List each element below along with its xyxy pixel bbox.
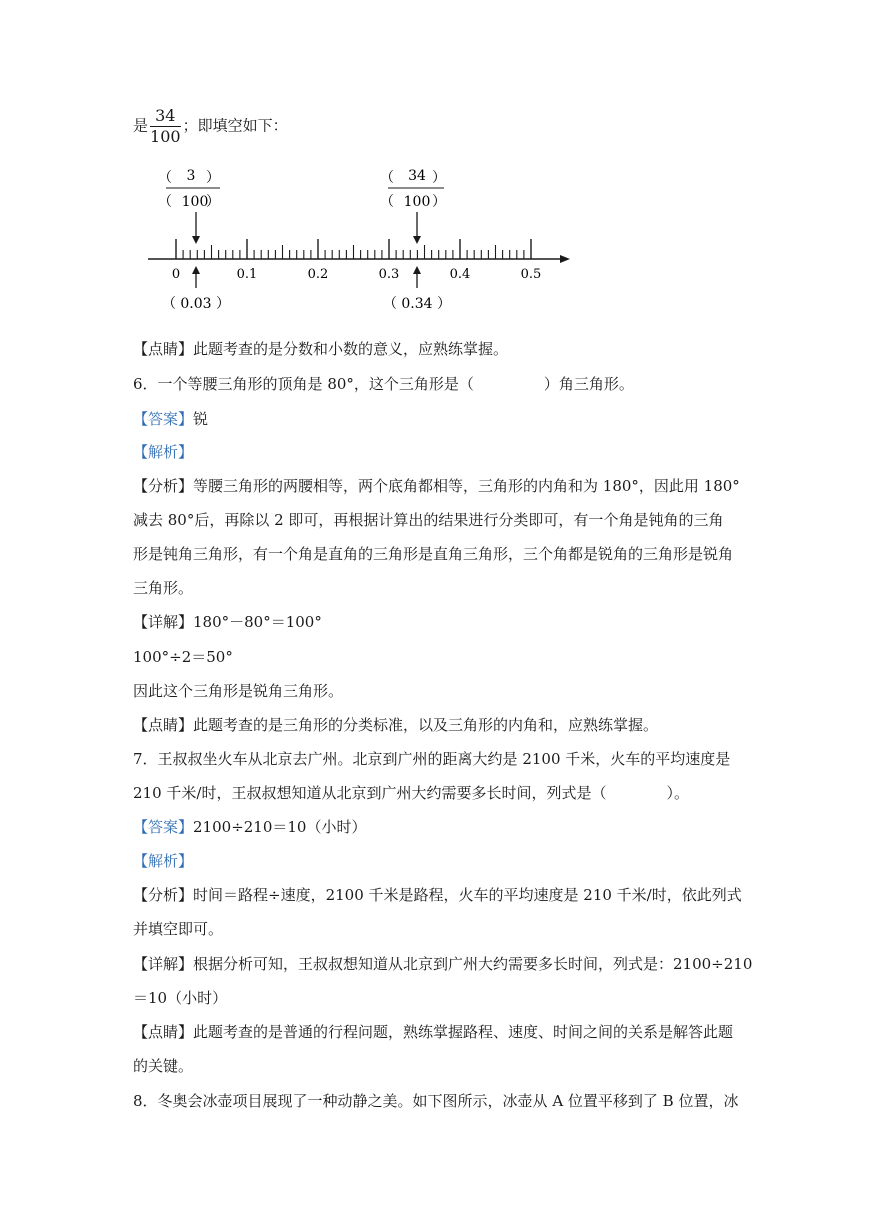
top-answer-2-open: （ [380, 170, 394, 186]
fraction-34-100 [150, 106, 181, 147]
tick-label: 0.3 [378, 267, 400, 282]
tick-label: 0.4 [449, 267, 471, 282]
fenxi-7-line-1: 【分析】时间＝路程÷速度，2100 千米是路程，火车的平均速度是 210 千米/时，依此列式 [133, 886, 742, 904]
top-answer-2-den-close: ） [432, 194, 446, 210]
number-line-figure [140, 160, 580, 320]
top-answer-1-close: ） [206, 170, 220, 186]
question-7-text-a: 210 千米/时，王叔叔想知道从北京到广州大约需要多长时间，列式是（ [133, 784, 607, 802]
jiexi-6-label: 【解析】 [133, 443, 194, 461]
fenxi-6-line-4: 三角形。 [133, 579, 194, 597]
top-answer-1-den: 100 [181, 194, 209, 210]
up-arrow-icon-1 [192, 266, 200, 288]
answer-7 [133, 816, 366, 838]
axis-arrow-icon [560, 255, 570, 263]
bottom-answer-2: （ 0.34 ） [382, 296, 452, 312]
top-answer-2-den-open: （ [380, 194, 394, 210]
question-7-line-2 [133, 782, 689, 804]
fenxi-7-line-2: 并填空即可。 [133, 920, 224, 938]
question-6-text-b: ）角三角形。 [543, 375, 634, 393]
top-answer-1-den-open: （ [158, 194, 172, 210]
question-7-line-1: 7．王叔叔坐火车从北京去广州。北京到广州的距离大约是 2100 千米，火车的平均速度是 [133, 750, 731, 768]
question-7-text-b: ）。 [666, 784, 689, 802]
down-arrow-icon-1 [192, 212, 200, 244]
top-answer-1-den-close: ） [206, 194, 220, 210]
intro-prefix: 是 [133, 116, 149, 135]
xiangjie-6-line-2: 100°÷2＝50° [133, 648, 233, 666]
top-answer-2-num: 34 [408, 168, 426, 184]
jiexi-7-label: 【解析】 [133, 852, 194, 870]
top-answer-2-close: ） [432, 170, 446, 186]
tick-label: 0.2 [307, 267, 329, 282]
xiangjie-6-line-1: 【详解】180°－80°＝100° [133, 613, 322, 631]
xiangjie-7-line-2: ＝10（小时） [133, 989, 228, 1007]
top-answer-2-den: 100 [403, 194, 431, 210]
axis-tick-labels [172, 267, 541, 282]
intro-line [133, 106, 288, 147]
dianjing-7-line-1: 【点睛】此题考查的是普通的行程问题，熟练掌握路程、速度、时间之间的关系是解答此题 [133, 1023, 734, 1041]
answer-6 [133, 408, 208, 430]
xiangjie-6-line-3: 因此这个三角形是锐角三角形。 [133, 682, 344, 700]
up-arrow-icon-2 [413, 266, 421, 288]
answer-6-value: 锐 [193, 410, 209, 428]
xiangjie-7-line-1: 【详解】根据分析可知，王叔叔想知道从北京到广州大约需要多长时间，列式是：2100÷210 [133, 955, 753, 973]
question-6 [133, 373, 634, 395]
fraction-numerator: 34 [150, 106, 181, 127]
question-8-line-1: 8．冬奥会冰壶项目展现了一种动静之美。如下图所示，冰壶从 A 位置平移到了 B 位置，冰 [133, 1092, 739, 1110]
answer-7-label: 【答案】 [133, 818, 194, 836]
dianjing-6: 【点睛】此题考查的是三角形的分类标准，以及三角形的内角和，应熟练掌握。 [133, 716, 659, 734]
tick-label: 0.5 [520, 267, 542, 282]
answer-6-label: 【答案】 [133, 410, 194, 428]
top-answer-1 [158, 168, 220, 210]
tick-label: 0 [171, 267, 181, 282]
fenxi-6-line-1: 【分析】等腰三角形的两腰相等，两个底角都相等，三角形的内角和为 180°，因此用 180° [133, 477, 740, 495]
tick-label: 0.1 [236, 267, 258, 282]
fraction-denominator: 100 [150, 127, 181, 146]
answer-7-value: 2100÷210＝10（小时） [193, 818, 367, 836]
fenxi-6-line-3: 形是钝角三角形，有一个角是直角的三角形是直角三角形，三个角都是锐角的三角形是锐角 [133, 545, 734, 563]
top-answer-2 [380, 168, 446, 210]
bottom-answer-1: （ 0.03 ） [161, 296, 231, 312]
intro-suffix: ；即填空如下： [182, 116, 288, 135]
dianjing-line-1: 【点睛】此题考查的是分数和小数的意义，应熟练掌握。 [133, 340, 509, 358]
top-answer-1-num: 3 [186, 168, 196, 184]
question-6-text-a: 6．一个等腰三角形的顶角是 80°，这个三角形是（ [133, 375, 474, 393]
fenxi-6-line-2: 减去 80°后，再除以 2 即可，再根据计算出的结果进行分类即可，有一个角是钝角的三角 [133, 511, 724, 529]
dianjing-7-line-2: 的关键。 [133, 1057, 194, 1075]
top-answer-1-open: （ [158, 170, 172, 186]
axis-ticks [176, 239, 531, 259]
down-arrow-icon-2 [413, 212, 421, 244]
